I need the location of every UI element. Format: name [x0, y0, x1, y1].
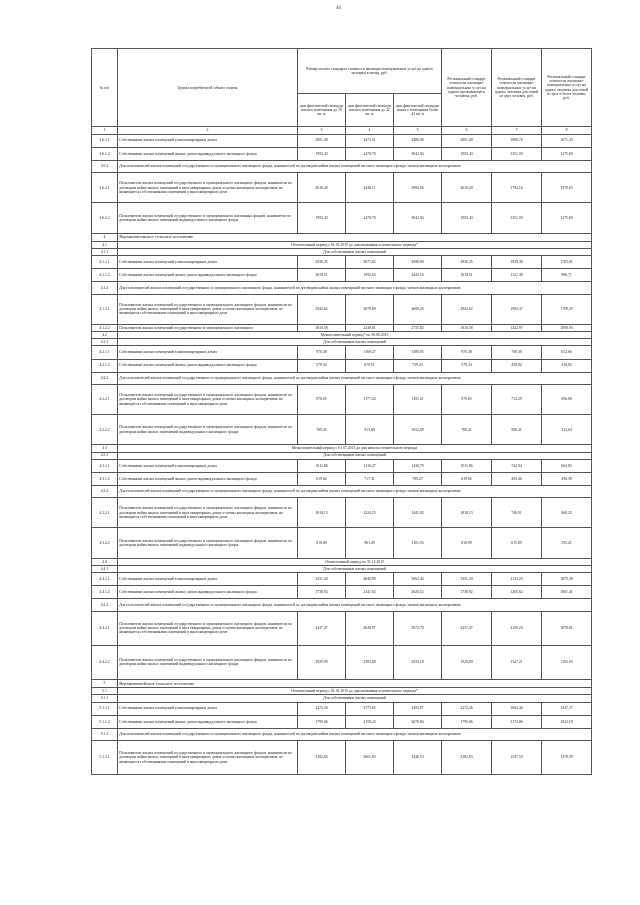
value-cell: 2182,83	[298, 741, 346, 775]
table-body	[92, 134, 592, 775]
header-row	[92, 49, 592, 94]
value-cell: 1011,86	[442, 459, 492, 472]
row-description: Пользователи жилых помещений государственного и муниципального жилищного фондов, наниматели по договорам найма жилых помещений в многоквартирных домах и члены жилищных кооперативов, не являющиеся собственниками помещений в многоквартирном доме	[118, 384, 298, 414]
row-number: 4.1.1.2	[92, 269, 118, 282]
row-description: Пользователи жилых помещений государственного и муниципального жилищного фондов, наниматели по договорам найма жилых помещений индивидуального жилищного фонда	[118, 645, 298, 679]
value-cell: 1993,43	[298, 147, 346, 160]
value-cell: 1795,06	[442, 715, 492, 728]
group-heading: Для пользователей жилых помещений государственного и муниципального жилищного фонда, нанимателей по договорам найма жилых помещений частного жилищного фонда, членов жилищных кооперативов	[118, 372, 592, 384]
value-cell: 1963,37	[492, 294, 542, 324]
table-row	[92, 472, 592, 485]
value-cell: 1619,51	[442, 269, 492, 282]
table-row	[92, 702, 592, 715]
value-cell: 1165,63	[542, 645, 592, 679]
section-title: Верхневилюйское сельское поселение	[118, 679, 592, 687]
row-description: Собственники жилых помещений жилых домов индивидуального жилищного фонда	[118, 472, 298, 485]
value-cell: 2801,40	[298, 134, 346, 147]
subgroup-title: Для собственников жилых помещений	[118, 695, 592, 702]
table-row	[92, 565, 592, 572]
value-cell: 1177,43	[346, 384, 394, 414]
value-cell: 3231,20	[442, 573, 492, 586]
row-number: 4.4.1.1	[92, 573, 118, 586]
table-row	[92, 586, 592, 599]
value-cell: 1351,59	[492, 203, 542, 233]
value-cell: 3984,56	[394, 173, 442, 203]
row-description: Пользователи жилых помещений государственного и муниципального жилищного фондов, наниматели по договорам найма жилых помещений в многоквартирных домах и члены жилищных кооперативов, не являющиеся собственниками помещений в многоквартирном доме	[118, 294, 298, 324]
value-cell: 1022,19	[542, 715, 592, 728]
row-number: 5.1.2	[92, 728, 118, 740]
value-cell: 3237,47	[442, 611, 492, 645]
value-cell: 2661,83	[346, 741, 394, 775]
value-cell: 5062,44	[394, 573, 442, 586]
value-cell: 810,89	[298, 528, 346, 558]
row-number: 4.3.2.2	[92, 528, 118, 558]
value-cell: 1090,93	[542, 324, 592, 331]
value-cell: 656,08	[542, 384, 592, 414]
value-cell: 3238,11	[346, 173, 394, 203]
period-title: Межотопительный период* по 30.06.2015	[118, 332, 592, 339]
value-cell: 2478,70	[346, 203, 394, 233]
row-description: Пользователи жилых помещений государственного и муниципального жилищного фондов, наниматели по договорам найма жилых помещений в многоквартирных домах и члены жилищных кооперативов, не являющиеся собственниками помещений в многоквартирном доме	[118, 173, 298, 203]
value-cell: 458,82	[492, 359, 542, 372]
table-row	[92, 498, 592, 528]
value-cell: 961,49	[346, 528, 394, 558]
row-description: Собственники жилых помещений жилых домов индивидуального жилищного фонда	[118, 147, 298, 160]
value-cell: 3231,20	[298, 573, 346, 586]
value-cell: 1604,44	[492, 702, 542, 715]
period-title: Отопительный период с 01.01.2015 до дня окончания отопительного периода*	[118, 241, 592, 248]
value-cell: 619,82	[298, 472, 346, 485]
column-index: 2	[118, 127, 298, 134]
row-number: 4.1.2.2	[92, 324, 118, 331]
value-cell: 1810,58	[442, 324, 492, 331]
value-cell: 1061,41	[542, 586, 592, 599]
value-cell: 619,82	[442, 472, 492, 485]
value-cell: 2775,65	[346, 702, 394, 715]
subgroup-title: Для собственников жилых помещений	[118, 565, 592, 572]
header-reg-standard-2: Региональный стандарт стоимости жилищно-коммунальных услуг на одного человека для семей из двух человек, руб.	[492, 49, 542, 127]
table-row	[92, 741, 592, 775]
row-number: 4.4.1.2	[92, 586, 118, 599]
value-cell: 1708,43	[542, 294, 592, 324]
group-heading: Для пользователей жилых помещений государственного и муниципального жилищного фонда, нанимателей по договорам найма жилых помещений частного жилищного фонда, членов жилищных кооперативов	[118, 282, 592, 294]
row-description: Собственники жилых помещений жилых домов индивидуального жилищного фонда	[118, 359, 298, 372]
value-cell: 1018,13	[298, 498, 346, 528]
value-cell: 2238,81	[346, 324, 394, 331]
column-index: 1	[92, 127, 118, 134]
row-number: 4.2.1	[92, 339, 118, 346]
row-number: 4	[92, 233, 118, 241]
value-cell: 1441,05	[394, 498, 442, 528]
value-cell: 3473,31	[346, 134, 394, 147]
value-cell: 2159,24	[492, 611, 542, 645]
value-cell: 1929,99	[442, 645, 492, 679]
table-row	[92, 294, 592, 324]
value-cell: 2755,82	[394, 324, 442, 331]
group-heading: Для пользователей жилых помещений государственного и муниципального жилищного фонда, нанимателей по договорам найма жилых помещений частного жилищного фонда, членов жилищных кооперативов	[118, 599, 592, 611]
row-number: 4.1.1.1	[92, 256, 118, 269]
column-index-row	[92, 127, 592, 134]
table-row	[92, 558, 592, 565]
row-number: 4.1.2.1	[92, 294, 118, 324]
value-cell: 2670,84	[394, 715, 442, 728]
group-heading: Для пользователей жилых помещений государственного и муниципального жилищного фонда, нанимателей по договорам найма жилых помещений частного жилищного фонда, членов жилищных кооперативов	[118, 728, 592, 740]
value-cell: 1995,63	[346, 269, 394, 282]
value-cell: 2616,20	[298, 173, 346, 203]
value-cell: 1351,59	[492, 147, 542, 160]
row-number: 4.2.1.1	[92, 346, 118, 359]
row-description: Пользователи жилых помещений государственного и муниципального жилищного фондов, наниматели по договорам найма жилых помещений в многоквартирных домах и члены жилищных кооперативов, не являющиеся собственниками помещений в многоквартирном доме	[118, 498, 298, 528]
table-row	[92, 147, 592, 160]
table-row	[92, 160, 592, 172]
subgroup-title: Для собственников жилых помещений	[118, 452, 592, 459]
column-index: 7	[492, 127, 542, 134]
row-description: Собственники жилых помещений в многоквартирных домах	[118, 134, 298, 147]
row-number: 5.1.1	[92, 695, 118, 702]
row-number: 5	[92, 679, 118, 687]
value-cell: 1810,58	[298, 324, 346, 331]
subgroup-title: Для собственников жилых помещений	[118, 339, 592, 346]
table-row	[92, 611, 592, 645]
value-cell: 670,51	[346, 359, 394, 372]
table-row	[92, 599, 592, 611]
group-heading: Для пользователей жилых помещений государственного и муниципального жилищного фонда, нанимателей по договорам найма жилых помещений частного жилищного фонда, членов жилищных кооперативов	[118, 160, 592, 172]
value-cell: 4608,26	[394, 294, 442, 324]
value-cell: 2942,62	[442, 294, 492, 324]
table-row	[92, 384, 592, 414]
header-sub-fact1: при фактической площади жилого помещения до 18 кв. м	[298, 94, 346, 127]
row-number: 4.4.1	[92, 565, 118, 572]
value-cell: 1939,38	[492, 256, 542, 269]
value-cell: 769,41	[298, 415, 346, 445]
value-cell: 3671,62	[346, 256, 394, 269]
value-cell: 2272,26	[442, 702, 492, 715]
table-row	[92, 715, 592, 728]
table-row	[92, 486, 592, 498]
value-cell: 664,83	[542, 459, 592, 472]
table-row	[92, 359, 592, 372]
value-cell: 1570,63	[542, 173, 592, 203]
row-description: Собственники жилых помещений жилых домов индивидуального жилищного фонда	[118, 586, 298, 599]
row-description: Собственники жилых помещений в многоквартирных домах	[118, 702, 298, 715]
row-number: 3.6.1.1	[92, 134, 118, 147]
subgroup-title: Для собственников жилых помещений	[118, 248, 592, 255]
value-cell: 3042,94	[394, 147, 442, 160]
row-number: 4.3	[92, 445, 118, 452]
row-description: Пользователи жилых помещений государственного и муниципального жилищного фондов, наниматели по договорам найма жилых помещений в многоквартирных домах и члены жилищных кооперативов, не являющиеся собственниками помещений в многоквартирном доме	[118, 611, 298, 645]
table-row	[92, 248, 592, 255]
row-description: Пользователи жилых помещений государственного и муниципального жилищного фондов, наниматели по договорам найма жилых помещений в многоквартирных домах и члены жилищных кооперативов, не являющиеся собственниками помещений в многоквартирном доме	[118, 741, 298, 775]
table-row	[92, 134, 592, 147]
row-number: 4.4.2.2	[92, 645, 118, 679]
value-cell: 1018,13	[442, 498, 492, 528]
value-cell: 2133,23	[492, 573, 542, 586]
value-cell: 580,41	[492, 415, 542, 445]
value-cell: 2478,70	[346, 147, 394, 160]
table-row	[92, 445, 592, 452]
value-cell: 4040,89	[346, 573, 394, 586]
value-cell: 1909,76	[492, 134, 542, 147]
value-cell: 3042,94	[394, 203, 442, 233]
value-cell: 2936,35	[442, 256, 492, 269]
value-cell: 2933,18	[394, 645, 442, 679]
value-cell: 1205,62	[492, 586, 542, 599]
table-row	[92, 459, 592, 472]
table-row	[92, 256, 592, 269]
table-row	[92, 452, 592, 459]
value-cell: 1738,92	[298, 586, 346, 599]
row-number: 4.4.2	[92, 599, 118, 611]
row-number: 4.1.1	[92, 248, 118, 255]
value-cell: 1878,81	[542, 611, 592, 645]
row-description: Собственники жилых помещений жилых домов индивидуального жилищного фонда	[118, 269, 298, 282]
value-cell: 1792,16	[492, 173, 542, 203]
value-cell: 789,27	[394, 472, 442, 485]
value-cell: 2936,35	[298, 256, 346, 269]
value-cell: 970,38	[298, 346, 346, 359]
row-number: 4.1	[92, 241, 118, 248]
value-cell: 450,39	[542, 472, 592, 485]
value-cell: 2182,83	[442, 741, 492, 775]
table-row	[92, 645, 592, 679]
value-cell: 1875,38	[542, 573, 592, 586]
page-number: 46	[336, 6, 341, 11]
value-cell: 2443,16	[394, 269, 442, 282]
row-number: 4.3.1.1	[92, 459, 118, 472]
value-cell: 1101,93	[394, 528, 442, 558]
value-cell: 2616,20	[442, 173, 492, 203]
header-group: Группа потребителей /объект оплаты	[118, 49, 298, 127]
header-sub-norm: при фактической площади жилого помещения до 42 кв. м	[346, 94, 394, 127]
value-cell: 1052,09	[394, 415, 442, 445]
row-description: Собственники жилых помещений в многоквартирных домах	[118, 459, 298, 472]
value-cell: 2801,40	[442, 134, 492, 147]
period-title: Отопительный период с 01.01.2015 до дня окончания отопительного периода*	[118, 688, 592, 695]
value-cell: 708,30	[492, 346, 542, 359]
row-number: 4.3.2	[92, 486, 118, 498]
column-index: 4	[346, 127, 394, 134]
row-number: 3.6.2	[92, 160, 118, 172]
section-title: Верхнеамгинское сельское поселение	[118, 233, 592, 241]
column-index: 3	[298, 127, 346, 134]
row-number: 4.2.2.2	[92, 415, 118, 445]
table-row	[92, 415, 592, 445]
value-cell: 1391,21	[394, 384, 442, 414]
row-description: Пользователи жилых помещений государственного и муниципального жилищного	[118, 324, 298, 331]
value-cell: 1993,43	[298, 203, 346, 233]
row-number: 4.3.2.1	[92, 498, 118, 528]
header-sub-fact2: при фактической площади жилого помещения более 42 кв. м	[394, 94, 442, 127]
value-cell: 1993,43	[442, 147, 492, 160]
column-index: 6	[442, 127, 492, 134]
column-index: 8	[542, 127, 592, 134]
header-top: Размер оплаты стандарта стоимости жилищно-коммунальных услуг на одного человека в месяц, руб.	[298, 49, 442, 94]
value-cell: 652,66	[542, 346, 592, 359]
value-cell: 615,05	[492, 528, 542, 558]
row-description: Пользователи жилых помещений государственного и муниципального жилищного фондов, наниматели по договорам найма жилых помещений индивидуального жилищного фонда	[118, 528, 298, 558]
value-cell: 986,71	[542, 269, 592, 282]
value-cell: 2942,62	[298, 294, 346, 324]
value-cell: 717,31	[346, 472, 394, 485]
value-cell: 3392,87	[394, 702, 442, 715]
value-cell: 1671,43	[542, 134, 592, 147]
value-cell: 5072,70	[394, 611, 442, 645]
row-number: 5.1.1.1	[92, 702, 118, 715]
table-row	[92, 332, 592, 339]
value-cell: 578,34	[442, 359, 492, 372]
row-description: Собственники жилых помещений в многоквартирных домах	[118, 573, 298, 586]
value-cell: 493,46	[492, 472, 542, 485]
row-number: 3.6.1.2	[92, 147, 118, 160]
table-row	[92, 695, 592, 702]
value-cell: 1795,06	[298, 715, 346, 728]
value-cell: 668,25	[542, 498, 592, 528]
row-number: 4.2.2.1	[92, 384, 118, 414]
value-cell: 4048,87	[346, 611, 394, 645]
value-cell: 746,91	[492, 498, 542, 528]
value-cell: 1011,86	[298, 459, 346, 472]
table-row	[92, 573, 592, 586]
row-number: 4.4	[92, 558, 118, 565]
row-number: 5.1	[92, 688, 118, 695]
value-cell: 739,43	[394, 359, 442, 372]
value-cell: 4286,96	[394, 134, 442, 147]
value-cell: 1547,53	[492, 741, 542, 775]
value-cell: 1216,27	[346, 459, 394, 472]
row-description: Пользователи жилых помещений государственного и муниципального жилищных фондов, наниматели по договорам найма жилых помещений индивидуального жилищного фонда	[118, 203, 298, 233]
column-index: 5	[394, 127, 442, 134]
row-number: 4.3.1	[92, 452, 118, 459]
table-row	[92, 372, 592, 384]
value-cell: 976,65	[298, 384, 346, 414]
table-row	[92, 346, 592, 359]
value-cell: 1430,79	[394, 459, 442, 472]
value-cell: 2159,24	[346, 715, 394, 728]
value-cell: 1380,95	[394, 346, 442, 359]
table-row	[92, 339, 592, 346]
value-cell: 742,94	[492, 459, 542, 472]
value-cell: 769,41	[442, 415, 492, 445]
row-number: 4.2.1.2	[92, 359, 118, 372]
group-heading: Для пользователей жилых помещений государственного и муниципального жилищного фонда, нанимателей по договорам найма жилых помещений частного жилищного фонда, членов жилищных кооперативов	[118, 486, 592, 498]
value-cell: 1175,60	[542, 147, 592, 160]
value-cell: 712,29	[492, 384, 542, 414]
value-cell: 976,65	[442, 384, 492, 414]
period-title: Отопительный период по 31.12.2015	[118, 558, 592, 565]
value-cell: 2620,52	[394, 586, 442, 599]
table-row	[92, 241, 592, 248]
value-cell: 1738,92	[442, 586, 492, 599]
value-cell: 1427,37	[542, 702, 592, 715]
value-cell: 1705,01	[542, 256, 592, 269]
row-description: Собственники жилых помещений в многоквартирных домах	[118, 346, 298, 359]
value-cell: 1327,21	[492, 645, 542, 679]
table-row	[92, 324, 592, 331]
housing-standards-table	[91, 48, 592, 775]
value-cell: 3246,53	[394, 741, 442, 775]
header-reg-standard: Региональный стандарт стоимости жилищно-коммунальных услуг на одного проживающего человека, руб.	[442, 49, 492, 127]
value-cell: 418,82	[542, 359, 592, 372]
value-cell: 1169,47	[346, 346, 394, 359]
value-cell: 970,38	[442, 346, 492, 359]
value-cell: 523,04	[542, 415, 592, 445]
row-description: Пользователи жилых помещений государственного и муниципального жилищного фондов, наниматели по договорам найма жилых помещений индивидуального жилищного фонда	[118, 415, 298, 445]
value-cell: 1242,97	[492, 324, 542, 331]
table-row	[92, 203, 592, 233]
row-number: 3.6.2.1	[92, 173, 118, 203]
value-cell: 2141,62	[346, 586, 394, 599]
row-number: 4.2	[92, 332, 118, 339]
row-number: 4.4.2.1	[92, 611, 118, 645]
period-title: Межотопительный период с 01.07.2015 до дня начала отопительного периода	[118, 445, 592, 452]
row-number: 3.6.2.2	[92, 203, 118, 233]
table-row	[92, 528, 592, 558]
value-cell: 3237,47	[298, 611, 346, 645]
header-no: № п/п	[92, 49, 118, 127]
value-cell: 1121,38	[492, 269, 542, 282]
value-cell: 3679,69	[346, 294, 394, 324]
value-cell: 1378,59	[542, 741, 592, 775]
row-description: Собственники жилых помещений в многоквартирных домах	[118, 256, 298, 269]
row-number: 4.1.2	[92, 282, 118, 294]
table-row	[92, 282, 592, 294]
value-cell: 1224,25	[346, 498, 394, 528]
value-cell: 2272,26	[298, 702, 346, 715]
table-row	[92, 679, 592, 687]
row-number: 4.3.1.2	[92, 472, 118, 485]
value-cell: 1993,43	[442, 203, 492, 233]
value-cell: 1175,60	[542, 203, 592, 233]
row-number: 5.1.2.1	[92, 741, 118, 775]
value-cell: 1172,86	[492, 715, 542, 728]
table-row	[92, 173, 592, 203]
value-cell: 578,34	[298, 359, 346, 372]
table-row	[92, 233, 592, 241]
value-cell: 2384,80	[346, 645, 394, 679]
table-row	[92, 688, 592, 695]
table-row	[92, 728, 592, 740]
value-cell: 1619,51	[298, 269, 346, 282]
value-cell: 4598,00	[394, 256, 442, 269]
row-number: 4.2.2	[92, 372, 118, 384]
value-cell: 1929,99	[298, 645, 346, 679]
row-description: Собственники жилых помещений жилых домов индивидуального жилищного фонда	[118, 715, 298, 728]
table-row	[92, 269, 592, 282]
value-cell: 555,21	[542, 528, 592, 558]
value-cell: 913,69	[346, 415, 394, 445]
value-cell: 810,89	[442, 528, 492, 558]
header-reg-standard-3: Региональный стандарт стоимости жилищно-коммунальных услуг на одного человека для семей из трех и более человек, руб.	[542, 49, 592, 127]
row-number: 5.1.1.2	[92, 715, 118, 728]
